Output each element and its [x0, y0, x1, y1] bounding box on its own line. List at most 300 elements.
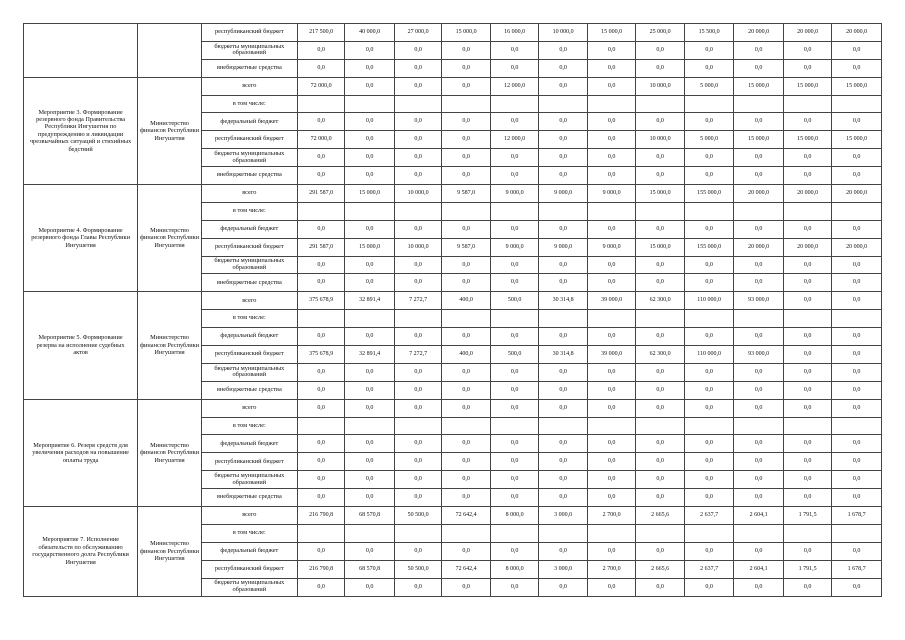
- amount-cell: 0,0: [394, 471, 441, 489]
- budget-table: [23, 23, 882, 597]
- amount-cell: 0,0: [442, 113, 491, 131]
- amount-cell: 400,0: [442, 292, 491, 310]
- amount-cell: 15 500,0: [684, 24, 734, 42]
- funding-source-cell: республиканский бюджет: [201, 24, 297, 42]
- amount-cell: 0,0: [490, 256, 539, 274]
- amount-cell: 0,0: [684, 149, 734, 167]
- funding-source-cell: в том числе:: [201, 95, 297, 113]
- amount-cell: 20 000,0: [734, 238, 784, 256]
- amount-cell: 0,0: [636, 471, 685, 489]
- amount-cell: 0,0: [394, 399, 441, 417]
- amount-cell: 0,0: [539, 328, 588, 346]
- amount-cell: 15 000,0: [345, 238, 395, 256]
- amount-cell: 0,0: [345, 328, 395, 346]
- amount-cell: 0,0: [345, 59, 395, 77]
- amount-cell: 0,0: [297, 149, 344, 167]
- amount-cell: 0,0: [684, 489, 734, 507]
- amount-cell: 0,0: [394, 59, 441, 77]
- amount-cell: 0,0: [636, 453, 685, 471]
- amount-cell: 0,0: [636, 489, 685, 507]
- amount-cell: 0,0: [297, 453, 344, 471]
- amount-cell: 0,0: [345, 167, 395, 185]
- amount-cell: 0,0: [783, 363, 832, 381]
- amount-cell: 0,0: [297, 471, 344, 489]
- amount-cell: 0,0: [684, 381, 734, 399]
- amount-cell: 0,0: [345, 220, 395, 238]
- amount-cell: 27 000,0: [394, 24, 441, 42]
- funding-source-cell: в том числе:: [201, 524, 297, 542]
- amount-cell: 0,0: [345, 363, 395, 381]
- amount-cell: 0,0: [636, 435, 685, 453]
- amount-cell: 72 642,4: [442, 560, 491, 578]
- amount-cell: 0,0: [345, 149, 395, 167]
- amount-cell: 0,0: [490, 435, 539, 453]
- amount-cell: 0,0: [684, 167, 734, 185]
- amount-cell: 0,0: [442, 41, 491, 59]
- amount-cell: 0,0: [394, 274, 441, 292]
- amount-cell: [587, 417, 636, 435]
- amount-cell: 0,0: [684, 256, 734, 274]
- amount-cell: 3 000,0: [539, 507, 588, 525]
- amount-cell: 9 000,0: [539, 238, 588, 256]
- amount-cell: 0,0: [684, 41, 734, 59]
- amount-cell: [539, 95, 588, 113]
- amount-cell: [394, 524, 441, 542]
- amount-cell: 0,0: [734, 328, 784, 346]
- amount-cell: 375 678,9: [297, 292, 344, 310]
- amount-cell: 1 791,5: [783, 560, 832, 578]
- amount-cell: 0,0: [832, 328, 882, 346]
- amount-cell: 72 000,0: [297, 77, 344, 95]
- amount-cell: 0,0: [783, 274, 832, 292]
- amount-cell: 0,0: [442, 77, 491, 95]
- amount-cell: [734, 95, 784, 113]
- amount-cell: 0,0: [539, 399, 588, 417]
- amount-cell: 0,0: [539, 274, 588, 292]
- funding-source-cell: всего: [201, 77, 297, 95]
- amount-cell: 0,0: [734, 274, 784, 292]
- amount-cell: 0,0: [832, 471, 882, 489]
- amount-cell: 0,0: [832, 256, 882, 274]
- executor-cell: Министерство финансов Республики Ингушетия: [138, 507, 202, 596]
- amount-cell: 0,0: [539, 435, 588, 453]
- amount-cell: 0,0: [832, 346, 882, 364]
- amount-cell: 0,0: [587, 113, 636, 131]
- amount-cell: 3 000,0: [539, 560, 588, 578]
- amount-cell: [636, 417, 685, 435]
- amount-cell: 0,0: [587, 149, 636, 167]
- amount-cell: [490, 417, 539, 435]
- amount-cell: [539, 417, 588, 435]
- amount-cell: 0,0: [783, 256, 832, 274]
- amount-cell: [832, 95, 882, 113]
- amount-cell: 0,0: [684, 471, 734, 489]
- amount-cell: 0,0: [587, 435, 636, 453]
- amount-cell: 0,0: [345, 41, 395, 59]
- amount-cell: 216 790,8: [297, 560, 344, 578]
- amount-cell: 0,0: [539, 41, 588, 59]
- amount-cell: 0,0: [734, 256, 784, 274]
- amount-cell: 0,0: [636, 542, 685, 560]
- amount-cell: 0,0: [490, 167, 539, 185]
- amount-cell: 30 314,8: [539, 292, 588, 310]
- funding-source-cell: федеральный бюджет: [201, 328, 297, 346]
- amount-cell: 0,0: [394, 256, 441, 274]
- amount-cell: 0,0: [832, 113, 882, 131]
- amount-cell: [734, 310, 784, 328]
- amount-cell: 0,0: [490, 399, 539, 417]
- amount-cell: 9 000,0: [539, 185, 588, 203]
- amount-cell: [345, 417, 395, 435]
- amount-cell: 0,0: [734, 578, 784, 596]
- amount-cell: 0,0: [684, 220, 734, 238]
- amount-cell: 291 587,0: [297, 185, 344, 203]
- amount-cell: [832, 524, 882, 542]
- amount-cell: 0,0: [832, 435, 882, 453]
- amount-cell: 10 000,0: [394, 185, 441, 203]
- amount-cell: 0,0: [490, 471, 539, 489]
- amount-cell: 0,0: [587, 220, 636, 238]
- amount-cell: 0,0: [734, 113, 784, 131]
- amount-cell: 0,0: [684, 274, 734, 292]
- amount-cell: 0,0: [636, 41, 685, 59]
- amount-cell: 0,0: [832, 59, 882, 77]
- executor-cell: Министерство финансов Республики Ингушетия: [138, 185, 202, 292]
- amount-cell: 1 678,7: [832, 507, 882, 525]
- amount-cell: 155 000,0: [684, 238, 734, 256]
- event-name-cell: [24, 24, 138, 78]
- amount-cell: 0,0: [442, 274, 491, 292]
- amount-cell: 0,0: [345, 399, 395, 417]
- amount-cell: 216 790,8: [297, 507, 344, 525]
- amount-cell: [394, 417, 441, 435]
- amount-cell: 0,0: [832, 453, 882, 471]
- funding-source-cell: федеральный бюджет: [201, 435, 297, 453]
- amount-cell: [636, 95, 685, 113]
- amount-cell: 0,0: [539, 381, 588, 399]
- amount-cell: [394, 95, 441, 113]
- amount-cell: [734, 524, 784, 542]
- amount-cell: 0,0: [297, 59, 344, 77]
- amount-cell: 0,0: [345, 381, 395, 399]
- amount-cell: 25 000,0: [636, 24, 685, 42]
- amount-cell: 0,0: [490, 542, 539, 560]
- amount-cell: 0,0: [587, 131, 636, 149]
- amount-cell: 0,0: [587, 77, 636, 95]
- amount-cell: 20 000,0: [783, 185, 832, 203]
- amount-cell: 2 604,1: [734, 507, 784, 525]
- amount-cell: 0,0: [539, 149, 588, 167]
- amount-cell: 5 000,0: [684, 131, 734, 149]
- amount-cell: 20 000,0: [832, 185, 882, 203]
- amount-cell: 500,0: [490, 346, 539, 364]
- amount-cell: 0,0: [442, 131, 491, 149]
- amount-cell: 0,0: [587, 59, 636, 77]
- funding-source-cell: внебюджетные средства: [201, 274, 297, 292]
- amount-cell: [734, 202, 784, 220]
- amount-cell: 0,0: [394, 363, 441, 381]
- amount-cell: 8 000,0: [490, 560, 539, 578]
- amount-cell: 0,0: [783, 292, 832, 310]
- amount-cell: 0,0: [539, 471, 588, 489]
- amount-cell: 0,0: [394, 220, 441, 238]
- amount-cell: 0,0: [636, 59, 685, 77]
- amount-cell: 0,0: [783, 578, 832, 596]
- amount-cell: 0,0: [345, 131, 395, 149]
- amount-cell: 50 500,0: [394, 507, 441, 525]
- amount-cell: 0,0: [345, 274, 395, 292]
- amount-cell: [490, 524, 539, 542]
- amount-cell: 0,0: [442, 435, 491, 453]
- funding-source-cell: в том числе:: [201, 417, 297, 435]
- amount-cell: 0,0: [297, 381, 344, 399]
- amount-cell: 0,0: [684, 435, 734, 453]
- amount-cell: [684, 310, 734, 328]
- amount-cell: 0,0: [783, 149, 832, 167]
- funding-source-cell: в том числе:: [201, 202, 297, 220]
- amount-cell: [684, 524, 734, 542]
- amount-cell: 0,0: [636, 381, 685, 399]
- funding-source-cell: республиканский бюджет: [201, 346, 297, 364]
- event-name-cell: Мероприятие 6. Резерв средств для увеличения расходов на повышение оплаты труда: [24, 399, 138, 506]
- funding-source-cell: бюджеты муниципальных образований: [201, 578, 297, 596]
- amount-cell: 0,0: [734, 381, 784, 399]
- amount-cell: 0,0: [394, 489, 441, 507]
- amount-cell: 0,0: [490, 453, 539, 471]
- amount-cell: 39 000,0: [587, 346, 636, 364]
- amount-cell: 0,0: [783, 489, 832, 507]
- funding-source-cell: внебюджетные средства: [201, 167, 297, 185]
- amount-cell: 15 000,0: [636, 185, 685, 203]
- amount-cell: [345, 524, 395, 542]
- amount-cell: 0,0: [394, 542, 441, 560]
- amount-cell: 15 000,0: [832, 77, 882, 95]
- amount-cell: 40 000,0: [345, 24, 395, 42]
- amount-cell: 0,0: [832, 167, 882, 185]
- funding-source-cell: республиканский бюджет: [201, 238, 297, 256]
- amount-cell: [636, 310, 685, 328]
- amount-cell: [297, 202, 344, 220]
- funding-source-cell: бюджеты муниципальных образований: [201, 41, 297, 59]
- amount-cell: [684, 202, 734, 220]
- amount-cell: 0,0: [490, 113, 539, 131]
- amount-cell: [734, 417, 784, 435]
- amount-cell: 0,0: [297, 328, 344, 346]
- amount-cell: 0,0: [539, 59, 588, 77]
- amount-cell: [442, 202, 491, 220]
- amount-cell: 5 000,0: [684, 77, 734, 95]
- amount-cell: 0,0: [394, 41, 441, 59]
- amount-cell: 110 000,0: [684, 292, 734, 310]
- amount-cell: 30 314,8: [539, 346, 588, 364]
- amount-cell: 0,0: [734, 489, 784, 507]
- amount-cell: 0,0: [587, 274, 636, 292]
- amount-cell: 0,0: [297, 167, 344, 185]
- amount-cell: 0,0: [297, 578, 344, 596]
- amount-cell: 0,0: [539, 578, 588, 596]
- amount-cell: 0,0: [539, 363, 588, 381]
- amount-cell: 9 587,0: [442, 238, 491, 256]
- amount-cell: 0,0: [345, 453, 395, 471]
- amount-cell: [490, 95, 539, 113]
- amount-cell: 0,0: [442, 363, 491, 381]
- amount-cell: 0,0: [539, 113, 588, 131]
- amount-cell: 0,0: [832, 399, 882, 417]
- amount-cell: 10 000,0: [636, 77, 685, 95]
- amount-cell: 0,0: [394, 149, 441, 167]
- amount-cell: 0,0: [394, 328, 441, 346]
- amount-cell: 0,0: [490, 41, 539, 59]
- amount-cell: [345, 202, 395, 220]
- amount-cell: 0,0: [684, 399, 734, 417]
- amount-cell: 0,0: [345, 113, 395, 131]
- amount-cell: 16 000,0: [490, 24, 539, 42]
- amount-cell: 0,0: [587, 256, 636, 274]
- funding-source-cell: внебюджетные средства: [201, 59, 297, 77]
- amount-cell: 0,0: [297, 220, 344, 238]
- amount-cell: 2 665,6: [636, 560, 685, 578]
- amount-cell: 110 000,0: [684, 346, 734, 364]
- amount-cell: 217 500,0: [297, 24, 344, 42]
- amount-cell: 12 000,0: [490, 77, 539, 95]
- amount-cell: [539, 202, 588, 220]
- amount-cell: 0,0: [832, 542, 882, 560]
- amount-cell: 15 000,0: [636, 238, 685, 256]
- amount-cell: 0,0: [442, 167, 491, 185]
- amount-cell: 0,0: [636, 256, 685, 274]
- amount-cell: [490, 310, 539, 328]
- amount-cell: 72 642,4: [442, 507, 491, 525]
- amount-cell: 0,0: [684, 363, 734, 381]
- amount-cell: 0,0: [442, 59, 491, 77]
- amount-cell: [587, 310, 636, 328]
- amount-cell: 0,0: [297, 399, 344, 417]
- funding-source-cell: бюджеты муниципальных образований: [201, 471, 297, 489]
- amount-cell: 0,0: [783, 59, 832, 77]
- table-row: [24, 507, 882, 525]
- amount-cell: 2 665,6: [636, 507, 685, 525]
- amount-cell: 0,0: [345, 435, 395, 453]
- amount-cell: 0,0: [490, 274, 539, 292]
- amount-cell: 0,0: [539, 131, 588, 149]
- amount-cell: 0,0: [832, 489, 882, 507]
- amount-cell: 0,0: [442, 149, 491, 167]
- amount-cell: 68 570,8: [345, 507, 395, 525]
- amount-cell: 0,0: [734, 167, 784, 185]
- amount-cell: 0,0: [587, 363, 636, 381]
- amount-cell: 0,0: [394, 453, 441, 471]
- amount-cell: 0,0: [783, 399, 832, 417]
- amount-cell: 0,0: [684, 328, 734, 346]
- funding-source-cell: республиканский бюджет: [201, 560, 297, 578]
- amount-cell: 0,0: [587, 471, 636, 489]
- amount-cell: 0,0: [636, 363, 685, 381]
- amount-cell: 0,0: [684, 59, 734, 77]
- amount-cell: 0,0: [636, 113, 685, 131]
- amount-cell: 0,0: [297, 435, 344, 453]
- amount-cell: 0,0: [587, 578, 636, 596]
- amount-cell: 0,0: [684, 453, 734, 471]
- amount-cell: 10 000,0: [539, 24, 588, 42]
- amount-cell: 0,0: [539, 167, 588, 185]
- amount-cell: 0,0: [832, 41, 882, 59]
- amount-cell: 20 000,0: [832, 24, 882, 42]
- amount-cell: 0,0: [783, 381, 832, 399]
- funding-source-cell: всего: [201, 185, 297, 203]
- amount-cell: 72 000,0: [297, 131, 344, 149]
- amount-cell: 0,0: [636, 399, 685, 417]
- amount-cell: 12 000,0: [490, 131, 539, 149]
- amount-cell: 0,0: [636, 167, 685, 185]
- amount-cell: [832, 202, 882, 220]
- table-row: [24, 77, 882, 95]
- amount-cell: 15 000,0: [734, 131, 784, 149]
- amount-cell: 0,0: [734, 220, 784, 238]
- amount-cell: 0,0: [783, 220, 832, 238]
- amount-cell: [297, 524, 344, 542]
- amount-cell: 0,0: [684, 578, 734, 596]
- amount-cell: 50 500,0: [394, 560, 441, 578]
- amount-cell: [394, 310, 441, 328]
- amount-cell: 0,0: [783, 453, 832, 471]
- amount-cell: 0,0: [636, 578, 685, 596]
- amount-cell: 0,0: [394, 167, 441, 185]
- amount-cell: 93 000,0: [734, 292, 784, 310]
- amount-cell: 15 000,0: [783, 131, 832, 149]
- amount-cell: 15 000,0: [442, 24, 491, 42]
- amount-cell: 0,0: [442, 471, 491, 489]
- executor-cell: Министерство финансов Республики Ингушетия: [138, 399, 202, 506]
- amount-cell: 0,0: [442, 256, 491, 274]
- amount-cell: [539, 310, 588, 328]
- executor-cell: [138, 24, 202, 78]
- amount-cell: 291 587,0: [297, 238, 344, 256]
- funding-source-cell: всего: [201, 399, 297, 417]
- executor-cell: Министерство финансов Республики Ингушетия: [138, 77, 202, 184]
- amount-cell: 0,0: [734, 471, 784, 489]
- amount-cell: 0,0: [539, 220, 588, 238]
- amount-cell: 8 000,0: [490, 507, 539, 525]
- amount-cell: [442, 417, 491, 435]
- amount-cell: [684, 95, 734, 113]
- amount-cell: [587, 524, 636, 542]
- amount-cell: 0,0: [297, 542, 344, 560]
- amount-cell: 2 700,0: [587, 560, 636, 578]
- amount-cell: 0,0: [297, 363, 344, 381]
- amount-cell: 0,0: [587, 453, 636, 471]
- amount-cell: [297, 310, 344, 328]
- amount-cell: 0,0: [297, 489, 344, 507]
- amount-cell: [442, 310, 491, 328]
- amount-cell: [783, 310, 832, 328]
- funding-source-cell: федеральный бюджет: [201, 542, 297, 560]
- amount-cell: 0,0: [442, 489, 491, 507]
- funding-source-cell: республиканский бюджет: [201, 131, 297, 149]
- amount-cell: 500,0: [490, 292, 539, 310]
- amount-cell: 0,0: [734, 363, 784, 381]
- amount-cell: [442, 95, 491, 113]
- table-row: [24, 292, 882, 310]
- amount-cell: 0,0: [490, 578, 539, 596]
- amount-cell: [783, 524, 832, 542]
- funding-source-cell: бюджеты муниципальных образований: [201, 363, 297, 381]
- amount-cell: 0,0: [734, 435, 784, 453]
- amount-cell: 68 570,8: [345, 560, 395, 578]
- amount-cell: 0,0: [734, 41, 784, 59]
- amount-cell: 0,0: [636, 149, 685, 167]
- amount-cell: [539, 524, 588, 542]
- amount-cell: 32 891,4: [345, 292, 395, 310]
